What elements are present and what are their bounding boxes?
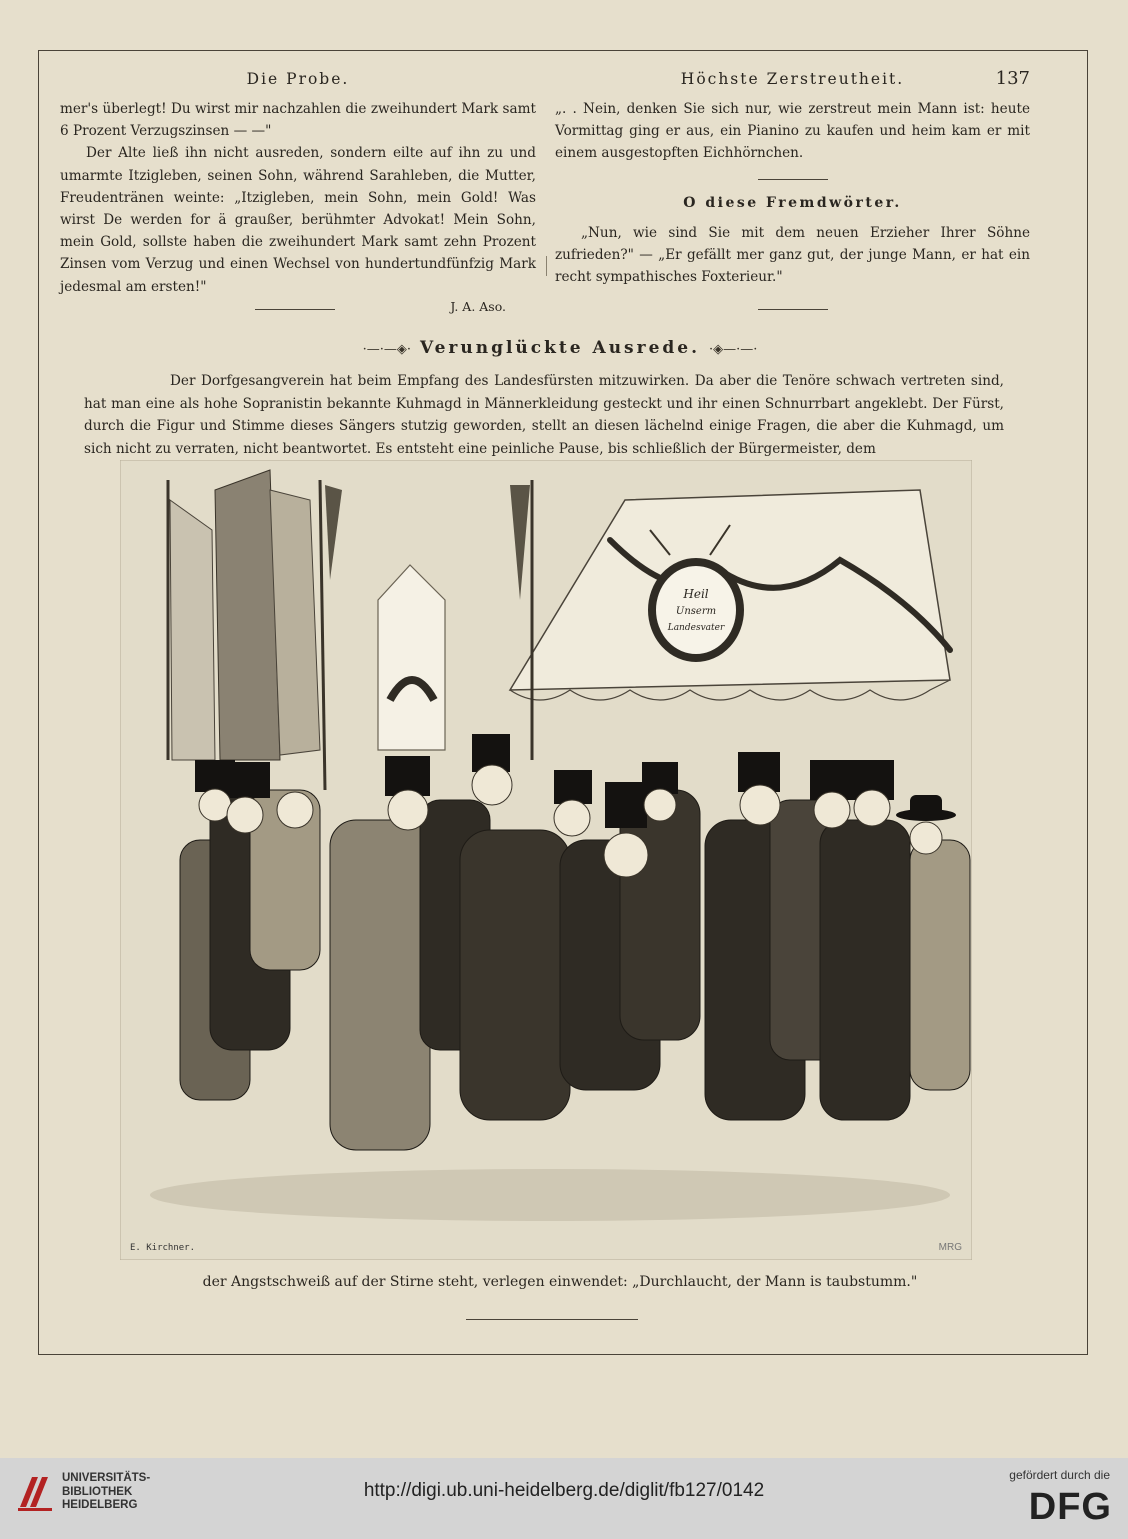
left-paragraph-2: Der Alte ließ ihn nicht ausreden, sondern eilte auf ihn zu und umarmte Itzigleben, seinen Sohn, während Sarahleben, die Mutter, Freudentränen weinte: „Itzigleben, mein Sohn, mein Gold! Was wirst De werden for ä graußer, berühmter Advokat! Mein Sohn, mein Gold, sollste haben die zweihundert Mark samt zehn Prozent Zinsen vom Verzug und einen Wechsel von hundertundfünfzig Mark jedesmal am ersten!" (60, 145, 536, 295)
right-column-heading-row (555, 68, 1030, 94)
right-paragraph-2: „Nun, wie sind Sie mit dem neuen Erzieher Ihrer Söhne zufrieden?" — „Er gefällt mer ganz gut, der junge Mann, er hat ein recht sympathisches Foxterieur." (555, 224, 1030, 286)
illustration-caption: der Angstschweiß auf der Stirne steht, verlegen einwendet: „Durchlaucht, der Mann is taubstumm." (202, 1274, 918, 1290)
right-column-heading: Höchste Zerstreutheit. (680, 70, 905, 88)
left-paragraph-1: mer's überlegt! Du wirst mir nachzahlen die zweihundert Mark samt 6 Prozent Verzugszinsen — —" (60, 101, 536, 140)
library-name-line: HEIDELBERG (62, 1499, 138, 1511)
monogram: MRG (938, 1242, 962, 1253)
bottom-rule (466, 1319, 638, 1320)
story-title-row (60, 338, 1060, 358)
column-divider (546, 256, 547, 276)
document-url-link[interactable]: http://digi.ub.uni-heidelberg.de/diglit/fb127/0142 (363, 1480, 765, 1501)
right-paragraph-1: „. . Nein, denken Sie sich nur, wie zerstreut mein Mann ist: heute Vormittag ging er aus, ein Pianino zu kaufen und heim kam er mit einem ausgestopften Eichhörnchen. (555, 101, 1030, 162)
wreath-text-3: Landesvater (667, 623, 725, 633)
story-text: Der Dorfgesangverein hat beim Empfang des Landesfürsten mitzuwirken. Da aber die Tenöre schwach vertreten sind, hat man eine als hohe Sopranistin bekannte Kuhmagd in Männerkleidung gesteckt und ihr einen Schnurrbart angeklebt. Der Fürst, durch die Figur und Stimme dieses Sängers stutzig geworden, stellt an diesen lächelnd einige Fragen, die aber die Kuhmagd, um sich nicht zu verraten, nicht beantwortet. Es entsteht eine peinliche Pause, bis schließlich der Bürgermeister, dem (84, 373, 1004, 457)
left-column-heading: Die Probe. (246, 70, 350, 88)
right-column (555, 68, 1030, 288)
footer-bar (0, 1458, 1128, 1539)
story-title: Verunglückte Ausrede. (419, 338, 701, 358)
wreath-text-1: Heil (683, 587, 709, 601)
section-divider (758, 179, 828, 180)
ornament-left-icon: ·—·—◈· (362, 342, 412, 357)
author-signature: J. A. Aso. (450, 298, 506, 314)
left-column (60, 68, 536, 318)
illustration (120, 460, 972, 1260)
section-rule-left (255, 309, 335, 310)
section-rule-right (758, 309, 828, 310)
page-number: 137 (995, 68, 1030, 89)
right-column-subheading: O diese Fremdwörter. (683, 194, 902, 211)
wreath-text-2: Unserm (675, 606, 717, 617)
illustration-drawing (120, 460, 972, 1260)
library-name-line: BIBLIOTHEK (62, 1485, 133, 1498)
artist-signature: E. Kirchner. (130, 1243, 196, 1253)
dfg-logo[interactable]: DFG (1028, 1486, 1112, 1528)
ornament-right-icon: ·◈—·—· (708, 342, 758, 357)
library-name-line: UNIVERSITÄTS- (62, 1472, 151, 1484)
funded-by-text: gefördert durch die (1009, 1468, 1110, 1482)
